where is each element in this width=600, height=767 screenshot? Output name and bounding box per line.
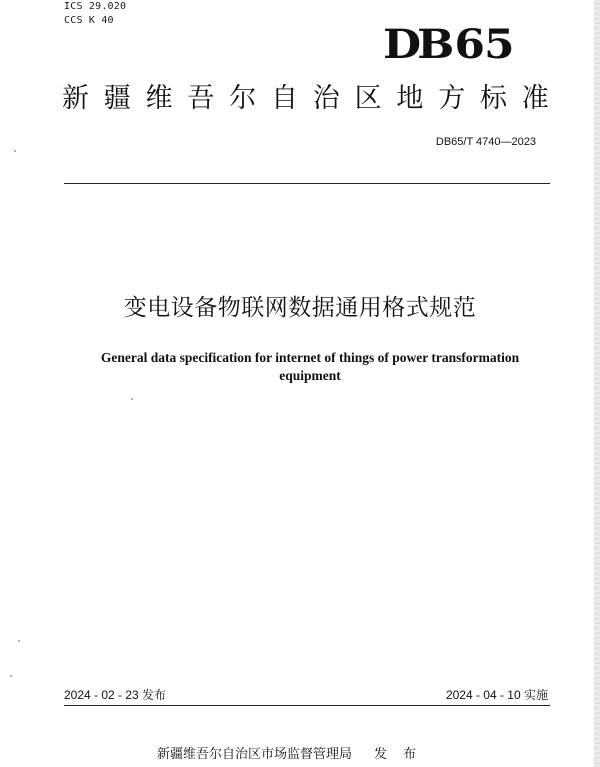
publish-label: 发 布 bbox=[374, 747, 423, 762]
scan-speck bbox=[10, 675, 12, 677]
top-divider bbox=[64, 183, 550, 184]
logo-number: 65 bbox=[454, 21, 514, 68]
scan-speck bbox=[131, 398, 133, 400]
scan-speck bbox=[18, 640, 20, 642]
ccs-code: CCS K 40 bbox=[64, 15, 114, 26]
db65-logo bbox=[383, 22, 514, 68]
english-title-line-1: General data specification for internet of things of power transformation bbox=[100, 350, 520, 365]
standard-number: DB65/T 4740—2023 bbox=[435, 136, 536, 148]
logo-prefix: DB bbox=[383, 21, 451, 68]
classification-codes bbox=[64, 0, 126, 28]
publisher-name: 新疆维吾尔自治区市场监督管理局 bbox=[157, 747, 353, 762]
implementation-date: 2024 - 04 - 10 实施 bbox=[445, 688, 548, 702]
issue-date: 2024 - 02 - 23 发布 bbox=[64, 688, 167, 702]
document-title-chinese: 变电设备物联网数据通用格式规范 bbox=[123, 295, 477, 321]
scan-speck bbox=[14, 150, 16, 152]
document-title-english bbox=[60, 349, 560, 385]
standard-type-heading: 新疆维吾尔自治区地方标准 bbox=[62, 83, 564, 114]
ics-code: ICS 29.020 bbox=[64, 1, 127, 12]
publisher-line bbox=[157, 746, 422, 764]
english-title-line-2: equipment bbox=[279, 368, 341, 383]
scan-edge-artifact bbox=[594, 0, 600, 767]
bottom-divider bbox=[64, 705, 550, 706]
